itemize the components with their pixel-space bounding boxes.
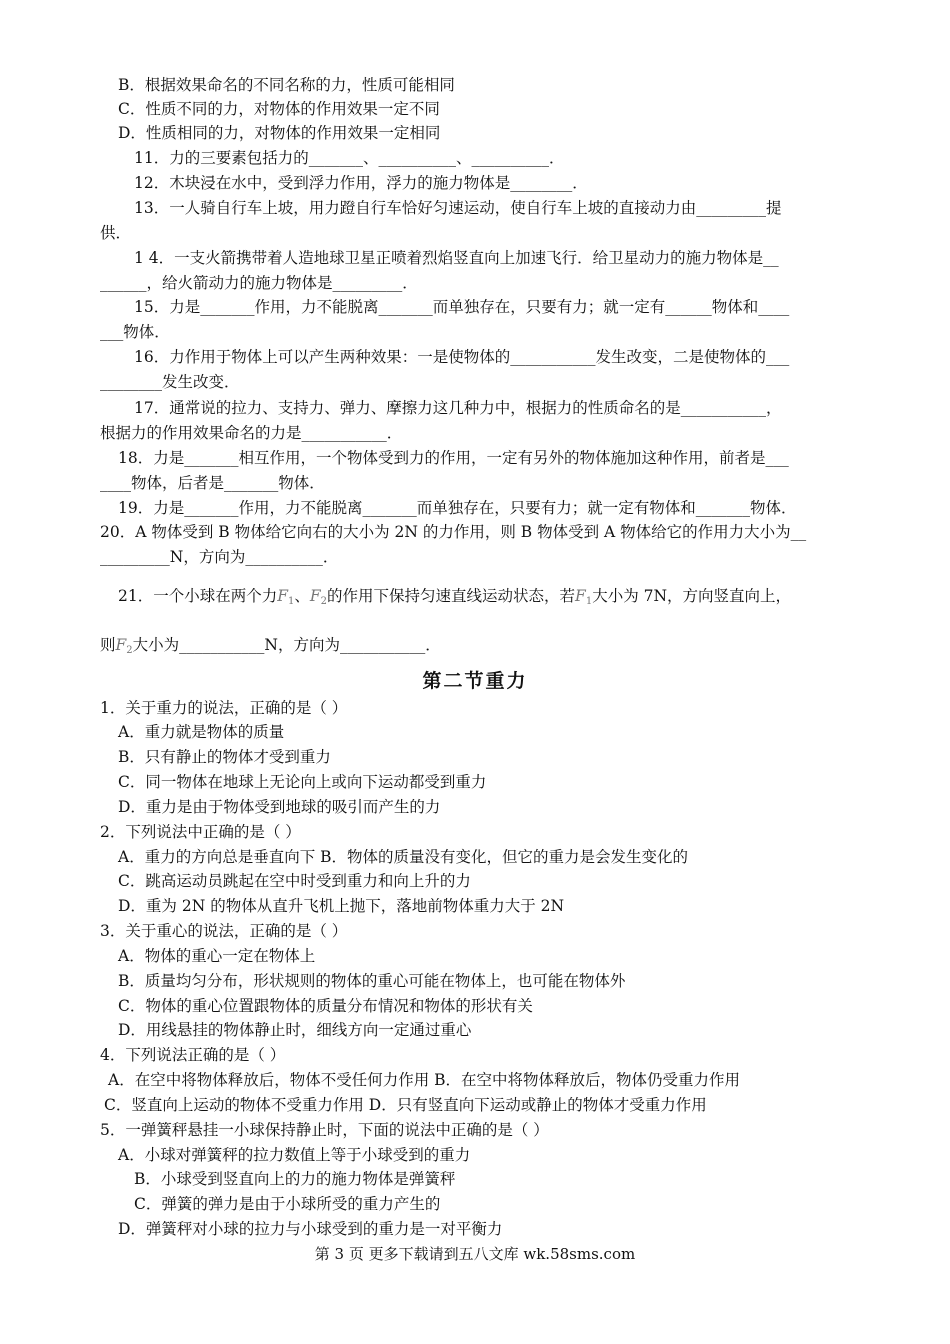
option-line: A．重力的方向总是垂直向下 B．物体的质量没有变化，但它的重力是会发生变化的 xyxy=(118,848,689,866)
option-line: D．用线悬挂的物体静止时，细线方向一定通过重心 xyxy=(118,1021,472,1039)
force-f1-symbol: $F_1$ xyxy=(575,587,593,607)
option-line: D．性质相同的力，对物体的作用效果一定相同 xyxy=(118,124,441,142)
option-line: A．重力就是物体的质量 xyxy=(118,723,285,741)
option-line: A．小球对弹簧秤的拉力数值上等于小球受到的重力 xyxy=(118,1146,471,1164)
question-line: 18．力是_______相互作用，一个物体受到力的作用，一定有另外的物体施加这种作用，前者是___ xyxy=(118,449,789,467)
question-line: 4．下列说法正确的是（ ） xyxy=(100,1046,286,1064)
q21-text-b: 、 xyxy=(294,587,310,605)
option-line: B．只有静止的物体才受到重力 xyxy=(118,748,331,766)
option-line: B．小球受到竖直向上的力的施力物体是弹簧秤 xyxy=(134,1170,456,1188)
question-line: 19．力是_______作用，力不能脱离_______而单独存在，只要有力；就一定有物体和_______物体． xyxy=(118,499,797,517)
option-line: C．竖直向上运动的物体不受重力作用 D．只有竖直向下运动或静止的物体才受重力作用 xyxy=(104,1096,707,1114)
option-line: B．根据效果命名的不同名称的力，性质可能相同 xyxy=(118,76,455,94)
force-f2-symbol: $F_2$ xyxy=(309,587,328,607)
question-line: 16．力作用于物体上可以产生两种效果：一是使物体的___________发生改变，二是使物体的___ xyxy=(134,348,790,366)
option-line: A．在空中将物体释放后，物体不受任何力作用 B．在空中将物体释放后，物体仍受重力作用 xyxy=(108,1071,741,1089)
question-line: ___物体． xyxy=(100,323,170,341)
question-21-line-2 xyxy=(100,634,441,662)
question-21-line-1 xyxy=(118,585,791,613)
option-line: B．质量均匀分布，形状规则的物体的重心可能在物体上，也可能在物体外 xyxy=(118,972,626,990)
q21-text-a: 21．一个小球在两个力 xyxy=(118,587,278,605)
question-line: 根据力的作用效果命名的力是___________． xyxy=(100,424,403,442)
question-line: 12．木块浸在水中，受到浮力作用，浮力的施力物体是________． xyxy=(134,174,588,192)
question-line: _________N，方向为__________． xyxy=(100,548,339,566)
question-line: 供． xyxy=(100,224,132,242)
option-line: A．物体的重心一定在物体上 xyxy=(118,947,316,965)
force-f2-symbol: $F_2$ xyxy=(115,636,133,656)
question-line: ______，给火箭动力的施力物体是_________． xyxy=(100,274,418,292)
option-line: C．物体的重心位置跟物体的质量分布情况和物体的形状有关 xyxy=(118,997,533,1015)
q21-text-d: 大小为 7N，方向竖直向上， xyxy=(592,587,792,605)
question-line: 13．一人骑自行车上坡，用力蹬自行车恰好匀速运动，使自行车上坡的直接动力由_________提 xyxy=(134,199,782,217)
q21-text-e: 则 xyxy=(100,636,116,654)
option-line: C．弹簧的弹力是由于小球所受的重力产生的 xyxy=(134,1195,441,1213)
option-line: D．重力是由于物体受到地球的吸引而产生的力 xyxy=(118,798,441,816)
question-line: ________发生改变． xyxy=(100,373,240,391)
question-line: 11．力的三要素包括力的_______、__________、__________． xyxy=(134,149,565,167)
q21-text-f: 大小为___________N，方向为___________． xyxy=(132,636,441,654)
question-line: 1．关于重力的说法，正确的是（ ） xyxy=(100,699,348,717)
question-line: 2．下列说法中正确的是（ ） xyxy=(100,823,301,841)
q21-text-c: 的作用下保持匀速直线运动状态，若 xyxy=(327,587,576,605)
question-line: ____物体，后者是_______物体． xyxy=(100,474,325,492)
question-line: 1 4．一支火箭携带着人造地球卫星正喷着烈焰竖直向上加速飞行．给卫星动力的施力物体是__ xyxy=(134,249,779,267)
option-line: D．弹簧秤对小球的拉力与小球受到的重力是一对平衡力 xyxy=(118,1220,503,1238)
page-footer: 第 3 页 更多下载请到五八文库 wk.58sms.com xyxy=(314,1245,636,1263)
option-line: C．跳高运动员跳起在空中时受到重力和向上升的力 xyxy=(118,872,471,890)
question-line: 20．A 物体受到 B 物体给它向右的大小为 2N 的力作用，则 B 物体受到 A 物体给它的作用力大小为__ xyxy=(100,523,807,541)
section-title: 第二节重力 xyxy=(422,670,528,692)
force-f1-symbol: $F_1$ xyxy=(277,587,295,607)
option-line: C．性质不同的力，对物体的作用效果一定不同 xyxy=(118,100,440,118)
question-line: 5．一弹簧秤悬挂一小球保持静止时，下面的说法中正确的是（ ） xyxy=(100,1121,549,1139)
question-line: 17．通常说的拉力、支持力、弹力、摩擦力这几种力中，根据力的性质命名的是___________， xyxy=(134,399,782,417)
question-line: 3．关于重心的说法，正确的是（ ） xyxy=(100,922,348,940)
option-line: C．同一物体在地球上无论向上或向下运动都受到重力 xyxy=(118,773,487,791)
question-line: 15．力是_______作用，力不能脱离_______而单独存在，只要有力；就一定有______物体和____ xyxy=(134,298,790,316)
option-line: D．重为 2N 的物体从直升飞机上抛下，落地前物体重力大于 2N xyxy=(118,897,565,915)
